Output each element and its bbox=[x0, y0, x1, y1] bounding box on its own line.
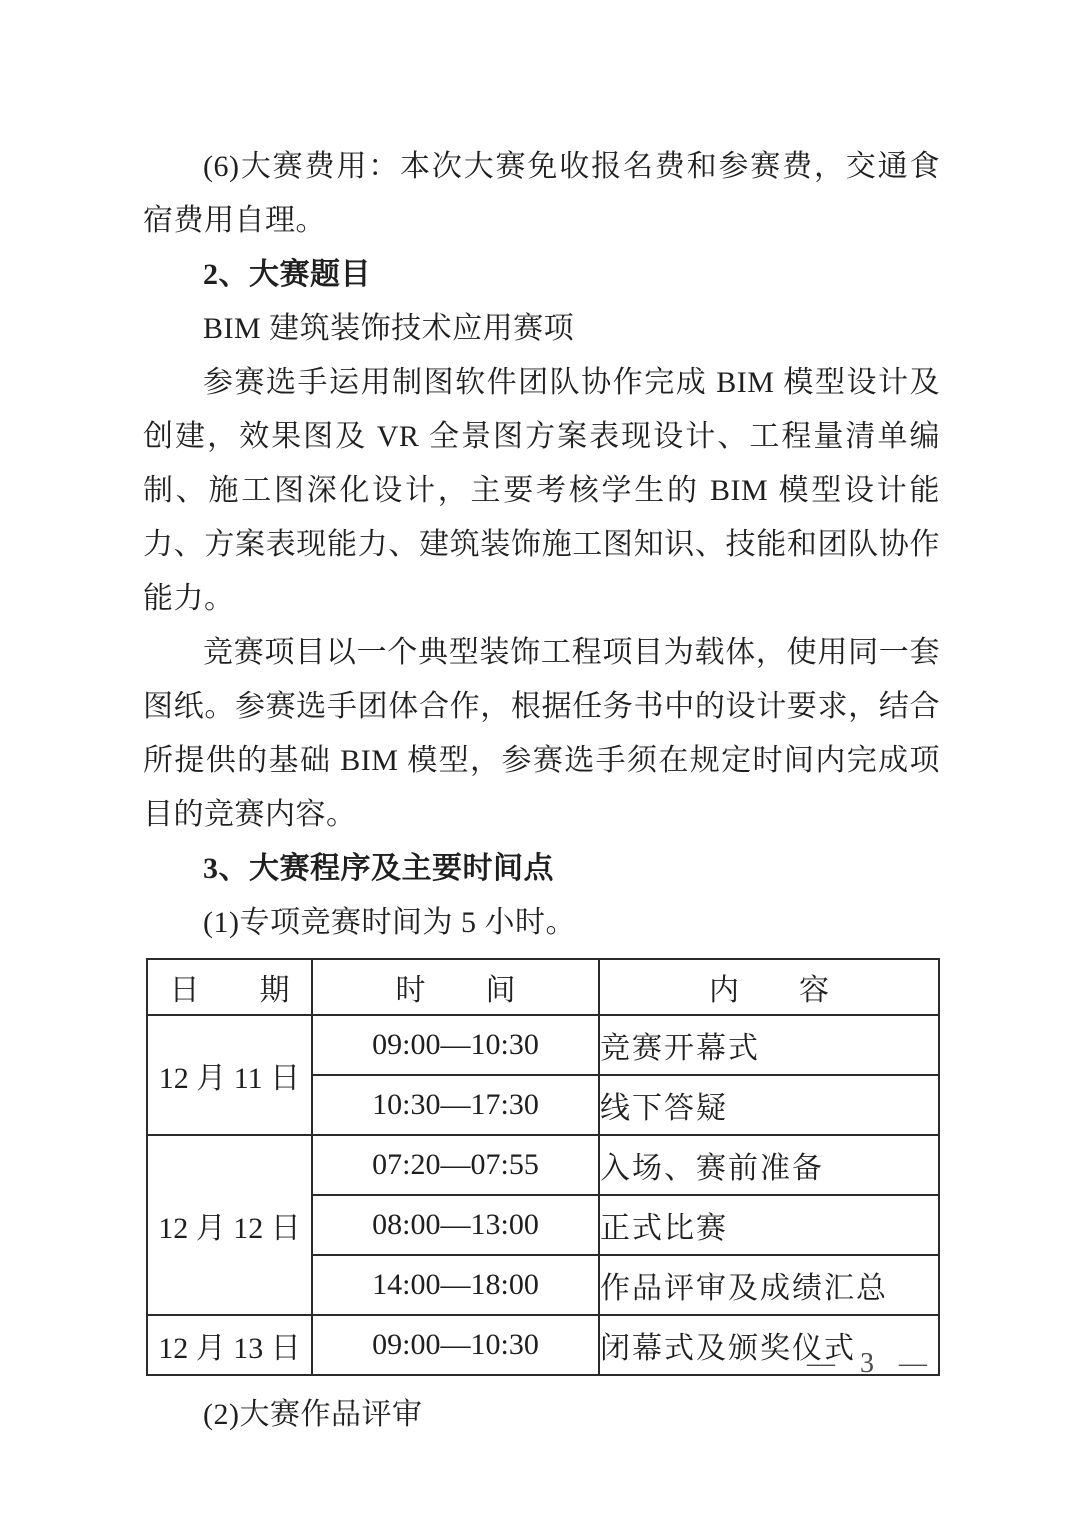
content-cell: 线下答疑 bbox=[599, 1075, 939, 1135]
content-cell: 作品评审及成绩汇总 bbox=[599, 1255, 939, 1315]
table-row bbox=[147, 1135, 939, 1195]
date-cell: 12 月 11 日 bbox=[147, 1015, 312, 1135]
paragraph-topic-description: 参赛选手运用制图软件团队协作完成 BIM 模型设计及创建，效果图及 VR 全景图方案表现设计、工程量清单编制、施工图深化设计，主要考核学生的 BIM 模型设计能力、方案表现能力、建筑装饰施工图知识、技能和团队协作能力。 bbox=[143, 366, 940, 615]
time-cell: 09:00—10:30 bbox=[312, 1015, 599, 1075]
time-cell: 08:00—13:00 bbox=[312, 1195, 599, 1255]
page-number: — 3 — bbox=[807, 1348, 928, 1379]
heading-competition-topic: 2、大赛题目 bbox=[203, 258, 371, 291]
date-cell: 12 月 13 日 bbox=[147, 1315, 312, 1375]
column-header-content: 内 容 bbox=[599, 959, 939, 1015]
time-cell: 10:30—17:30 bbox=[312, 1075, 599, 1135]
time-cell: 09:00—10:30 bbox=[312, 1315, 599, 1375]
content-cell: 入场、赛前准备 bbox=[599, 1135, 939, 1195]
time-cell: 07:20—07:55 bbox=[312, 1135, 599, 1195]
table-row bbox=[147, 1015, 939, 1075]
schedule-header-row bbox=[147, 959, 939, 1015]
content-cell: 正式比赛 bbox=[599, 1195, 939, 1255]
document-content bbox=[143, 140, 940, 1442]
paragraph-review-note: (2)大赛作品评审 bbox=[203, 1398, 423, 1431]
schedule-table bbox=[146, 958, 940, 1376]
column-header-time: 时 间 bbox=[312, 959, 599, 1015]
date-cell: 12 月 12 日 bbox=[147, 1135, 312, 1315]
paragraph-project-description: 竞赛项目以一个典型装饰工程项目为载体，使用同一套图纸。参赛选手团体合作，根据任务书中的设计要求，结合所提供的基础 BIM 模型，参赛选手须在规定时间内完成项目的竞赛内容。 bbox=[143, 636, 940, 831]
time-cell: 14:00—18:00 bbox=[312, 1255, 599, 1315]
content-cell: 闭幕式及颁奖仪式 bbox=[599, 1315, 939, 1375]
paragraph-duration-note: (1)专项竞赛时间为 5 小时。 bbox=[203, 906, 576, 939]
paragraph-topic-name: BIM 建筑装饰技术应用赛项 bbox=[203, 312, 575, 345]
content-cell: 竞赛开幕式 bbox=[599, 1015, 939, 1075]
paragraph-fee: (6)大赛费用：本次大赛免收报名费和参赛费，交通食宿费用自理。 bbox=[143, 150, 940, 237]
column-header-date: 日 期 bbox=[147, 959, 312, 1015]
heading-schedule: 3、大赛程序及主要时间点 bbox=[203, 852, 554, 885]
